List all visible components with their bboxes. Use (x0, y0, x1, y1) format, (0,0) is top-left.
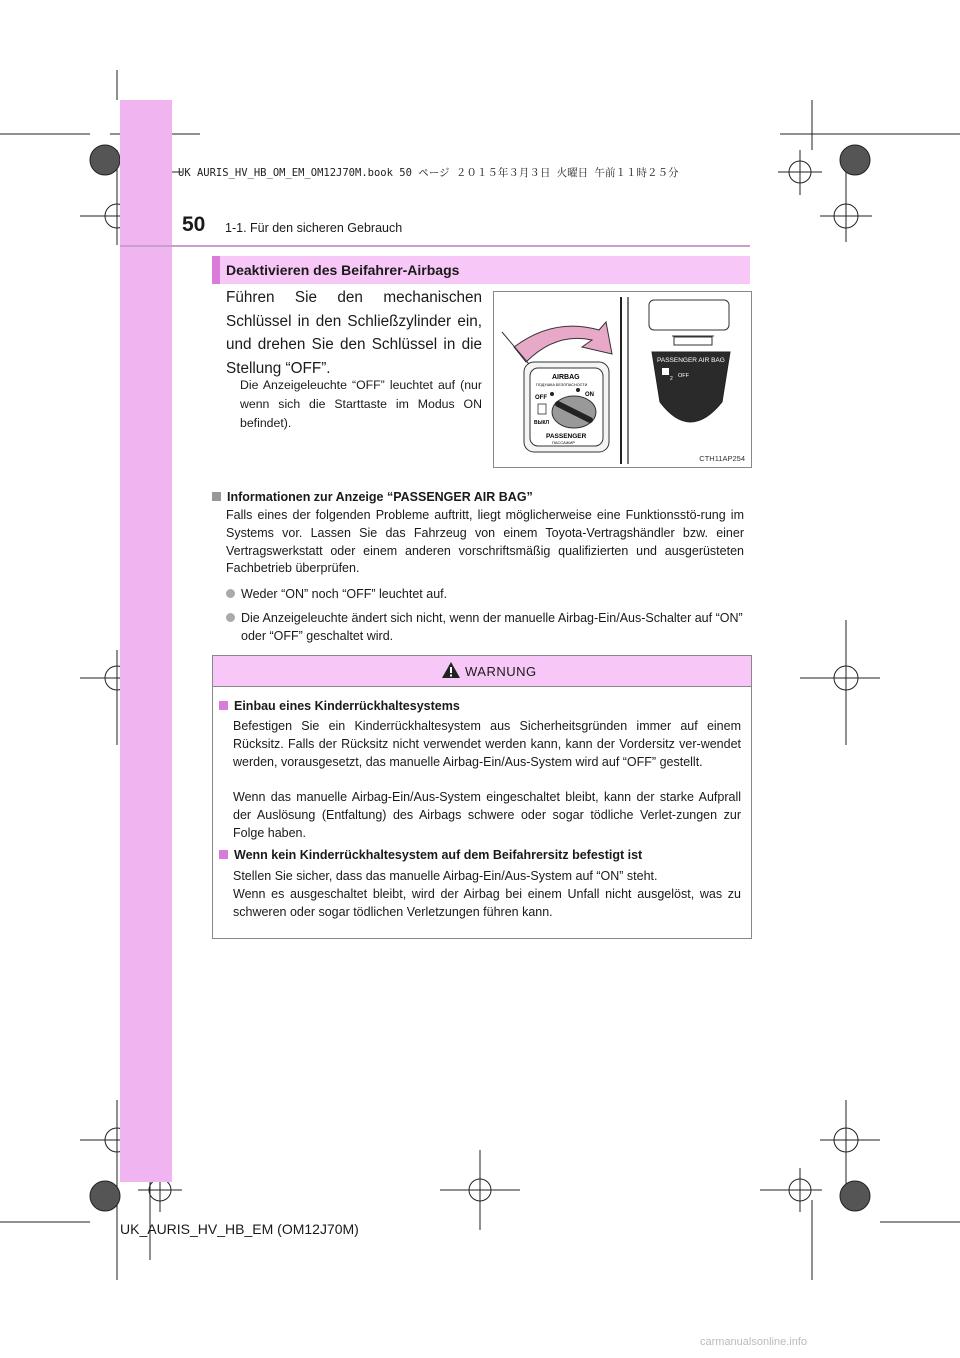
bullet-dot-icon (226, 613, 235, 622)
list-item-text: Die Anzeigeleuchte ändert sich nicht, wenn der manuelle Airbag-Ein/Aus-Schalter auf “ON” oder “OFF” geschaltet wird. (241, 611, 743, 643)
warning-item-heading-text: Wenn kein Kinderrückhaltesystem auf dem Beifahrersitz befestigt ist (234, 848, 643, 862)
book-info-line: UK AURIS_HV_HB_OM_EM_OM12J70M.book 50 ページ ２０１５年３月３日 火曜日 午前１１時２５分 (178, 167, 679, 179)
warning-box (212, 655, 752, 939)
warning-item-text: Befestigen Sie ein Kinderrückhaltesystem aus Sicherheitsgründen immer auf einem Rücksitz. Falls der Rücksitz nicht verwendet werden kann, kann der Vordersitz ver-wendet werden, vorausgesetzt, das manuelle Airbag-Ein/Aus-System wird auf “OFF” gestellt. (233, 719, 741, 769)
footer-code: UK_AURIS_HV_HB_EM (OM12J70M) (120, 1221, 359, 1237)
info-heading (212, 490, 533, 504)
warning-header (213, 656, 751, 687)
step-note: Die Anzeigeleuchte “OFF” leuchtet auf (nur wenn sich die Starttaste im Modus ON befindet). (240, 378, 482, 430)
section-accent (212, 256, 220, 284)
warning-item-text: Wenn das manuelle Airbag-Ein/Aus-System eingeschaltet bleibt, kann der starke Aufprall der Auslösung (Entfaltung) des Airbags schwere oder sogar tödliche Verlet-zungen zur Folge haben. (233, 790, 741, 840)
list-item-text: Weder “ON” noch “OFF” leuchtet auf. (241, 587, 448, 601)
warning-triangle-icon (441, 661, 461, 679)
warning-item-heading-text: Einbau eines Kinderrückhaltesystems (234, 699, 460, 713)
fig-label-airbag: AIRBAG (552, 374, 580, 381)
breadcrumb: 1-1. Für den sicheren Gebrauch (225, 221, 403, 235)
fig-label-off-ru: ВЫКЛ (534, 420, 550, 426)
indicator-num: 2 (670, 376, 673, 382)
square-bullet-icon (219, 701, 228, 710)
header-rule (120, 245, 750, 247)
page-number: 50 (182, 213, 206, 236)
warning-item-text: Stellen Sie sicher, dass das manuelle Airbag-Ein/Aus-System auf “ON” steht. (233, 869, 658, 883)
step-instruction: Führen Sie den mechanischen Schlüssel in den Schließzylinder ein, und drehen Sie den Schlüssel in die Stellung “OFF”. (226, 289, 482, 377)
list-item (226, 610, 744, 646)
warning-title: WARNUNG (465, 664, 537, 679)
list-item (226, 586, 744, 604)
indicator-title: PASSENGER AIR BAG (657, 357, 725, 364)
info-heading-text: Informationen zur Anzeige “PASSENGER AIR BAG” (227, 490, 533, 504)
fig-label-off: OFF (535, 395, 547, 401)
warning-item-heading (219, 848, 642, 862)
fig-label-passenger-ru: ПАССАЖИР (552, 440, 576, 445)
square-bullet-icon (212, 492, 221, 501)
bullet-dot-icon (226, 589, 235, 598)
fig-label-on: ON (585, 392, 594, 398)
fig-label-airbag-ru: ПОДУШКА БЕЗОПАСНОСТИ (536, 383, 588, 387)
info-paragraph: Falls eines der folgenden Probleme auftritt, liegt möglicherweise eine Funktionsstö-rung im Systems vor. Lassen Sie das Fahrzeug von einem Toyota-Vertragshändler bzw. einer Vertragswerkstatt oder einem anderen vorschriftsmäßig qualifizierten und ausgerüsteten Fachbetrieb überprüfen. (226, 508, 744, 576)
chapter-tab-top (120, 100, 172, 247)
square-bullet-icon (219, 850, 228, 859)
indicator-off: OFF (678, 373, 689, 379)
figure-code: CTH11AP254 (699, 454, 745, 463)
fig-label-passenger: PASSENGER (546, 433, 587, 440)
warning-item-heading (219, 699, 460, 713)
airbag-switch-illustration (494, 292, 751, 467)
section-title: Deaktivieren des Beifahrer-Airbags (226, 262, 460, 278)
warning-item-text: Wenn es ausgeschaltet bleibt, wird der Airbag bei einem Unfall nicht ausgelöst, was zu schweren oder sogar tödlichen Verletzungen führen kann. (233, 887, 741, 919)
child-seat-icon (662, 368, 669, 375)
airbag-switch-figure (493, 291, 752, 468)
section-heading-bar (212, 256, 750, 284)
chapter-tab (120, 247, 172, 1182)
watermark: carmanualsonline.info (700, 1336, 808, 1348)
